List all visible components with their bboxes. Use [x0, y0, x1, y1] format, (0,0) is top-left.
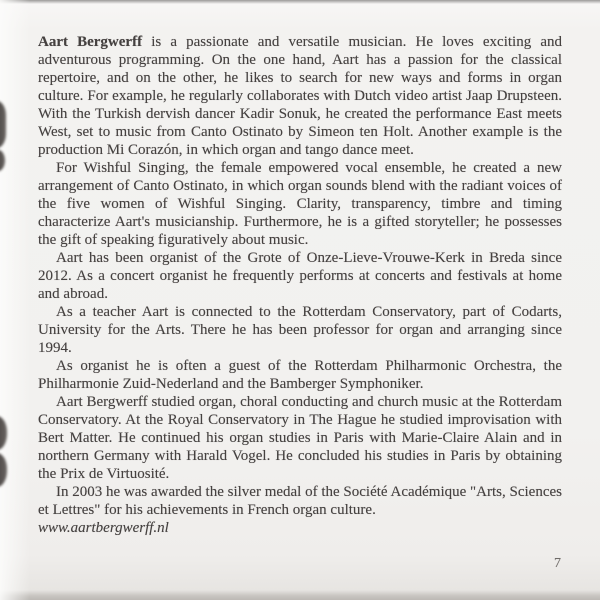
paragraph-teacher: As a teacher Aart is connected to the Rotterdam Conservatory, part of Codarts, University for the Arts. There he has been professor for organ and arranging since 1994. — [38, 304, 562, 356]
binding-staple-mark — [0, 453, 7, 487]
paragraph-intro-text: is a passionate and versatile musician. He loves exciting and adventurous programming. On the one hand, Aart has a passion for the classical repertoire, and on the other, he likes to search for new ways and forms in organ culture. For example, he regularly collaborates with Dutch video artist Jaap Drupsteen. With the Turkish dervish dancer Kadir Sonuk, he created the performance East meets West, set to music from Canto Ostinato by Simeon ten Holt. Another example is the production Mi Corazón, in which organ and tango dance meet. — [38, 34, 563, 158]
biography-text-block — [38, 33, 562, 537]
binding-staple-mark — [0, 416, 7, 450]
binding-staple-mark — [0, 101, 6, 148]
paragraph-intro — [38, 33, 562, 159]
paragraph-organist-breda: Aart has been organist of the Grote of Onze-Lieve-Vrouwe-Kerk in Breda since 2012. As a concert organist he frequently performs at concerts and festivals at home and abroad. — [38, 250, 562, 302]
paragraph-orchestras: As organist he is often a guest of the Rotterdam Philharmonic Orchestra, the Philharmonie Zuid-Nederland and the Bamberger Symphoniker. — [38, 358, 562, 392]
binding-staple-mark — [0, 150, 5, 171]
paragraph-award: In 2003 he was awarded the silver medal of the Société Académique "Arts, Sciences et Lettres" for his achievements in French organ culture. — [38, 484, 562, 518]
paragraph-wishful-singing: For Wishful Singing, the female empowered vocal ensemble, he created a new arrangement of Canto Ostinato, in which organ sounds blend with the radiant voices of the five women of Wishful Singing. Clarity, transparency, timbre and timing characterize Aart's musicianship. Furthermore, he is a gifted storyteller; he possesses the gift of speaking figuratively about music. — [38, 160, 562, 248]
website-url: www.aartbergwerff.nl — [38, 520, 169, 536]
person-name: Aart Bergwerff — [38, 34, 143, 50]
page-number: 7 — [554, 556, 561, 571]
paragraph-studies: Aart Bergwerff studied organ, choral conducting and church music at the Rotterdam Conservatory. At the Royal Conservatory in The Hague he studied improvisation with Bert Matter. He continued his organ studies in Paris with Marie-Claire Alain and in northern Germany with Harald Vogel. He concluded his studies in Paris by obtaining the Prix de Virtuosité. — [38, 394, 562, 482]
